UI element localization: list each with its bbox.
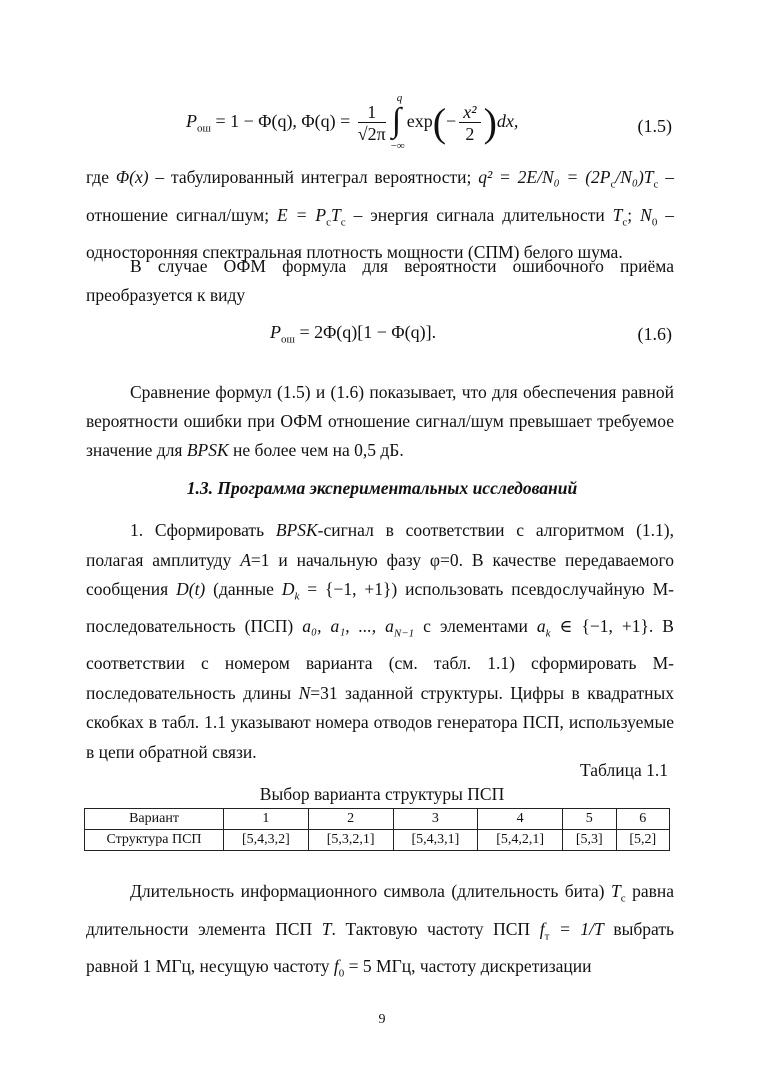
table-row: [85, 809, 670, 830]
formula-number-1-6: (1.6): [637, 324, 672, 344]
formula-1-5: $P_{ош} = 1 - \Phi(q)$, Φ(q) = $\frac{1}{√2\pi}$ ∫ q −∞ exp(− $\frac{\text{x²}}{2}$ )dx,: [186, 92, 519, 152]
paragraph-program-step-1: 1. Сформировать BPSK-сигнал в соответствии с алгоритмом (1.1), полагая амплитуду A=1 и начальную фазу φ=0. В качестве передаваемого сообщения D(t) (данные $D_k = \{-1$, +1}) использовать псевдослучайную М-последовательность (ПСП) a₀, a₁, ..., $a_{N-1}$ с элементами $a_k$ ∈ {−1, +1}. В соответствии с номером варианта (см. табл. 1.1) сформировать М-последовательность длины N=31 заданной структуры. Цифры в квадратных скобках в табл. 1.1 указывают номера отводов генератора ПСП, используемые в цепи обратной связи.: [86, 520, 674, 762]
table-cell: [5,2]: [616, 830, 670, 851]
table-cell: 4: [478, 809, 563, 830]
section-heading: 1.3. Программа экспериментальных исследований: [186, 478, 578, 498]
paragraph-comparison: Сравнение формул (1.5) и (1.6) показывает, что для обеспечения равной вероятности ошибки при ОФМ отношение сигнал/шум превышает требуемое значение для BPSK не более чем на 0,5 дБ.: [86, 382, 674, 460]
formula-1-6: $P_{ош} = 2\Phi(q)[1 - \Phi(q)]$.: [270, 322, 437, 346]
table-cell: [5,4,3,2]: [224, 830, 309, 851]
table-cell: [5,4,3,1]: [393, 830, 478, 851]
formula-number-1-5: (1.5): [637, 116, 672, 136]
table-header-cell: Структура ПСП: [85, 830, 224, 851]
paragraph-definitions: где Φ(x) – табулированный интеграл вероятности; $q^2 = 2E/N_0 = (2P_с/N_0)T_с$ – отношение сигнал/шум; $E = P_сT_с$ – энергия сигнала длительности $T_с$; $N_0$ – односторонняя спектральная плотность мощности (СПМ) белого шума.: [86, 167, 675, 262]
table-row: [85, 830, 670, 851]
table-title: Выбор варианта структуры ПСП: [259, 784, 505, 804]
table-cell: 3: [393, 809, 478, 830]
table-cell: 1: [224, 809, 309, 830]
table-cell: 2: [308, 809, 393, 830]
page-number: 9: [378, 1012, 386, 1027]
table-cell: [5,4,2,1]: [478, 830, 563, 851]
table-header-cell: Вариант: [85, 809, 224, 830]
table-cell: [5,3]: [563, 830, 616, 851]
table-cell: 6: [616, 809, 670, 830]
variant-table: [84, 808, 670, 851]
paragraph-ofm: В случае ОФМ формула для вероятности ошибочного приёма преобразуется к виду: [86, 256, 674, 305]
table-label: Таблица 1.1: [580, 760, 668, 780]
table-cell: [5,3,2,1]: [308, 830, 393, 851]
paragraph-bit-duration: Длительность информационного символа (длительность бита) $T_с$ равна длительности элемента ПСП T. Тактовую частоту ПСП $f_т = 1/T$ выбрать равной 1 МГц, несущую частоту $f_0 = 5$ МГц, частоту дискретизации: [86, 881, 674, 980]
table-cell: 5: [563, 809, 616, 830]
